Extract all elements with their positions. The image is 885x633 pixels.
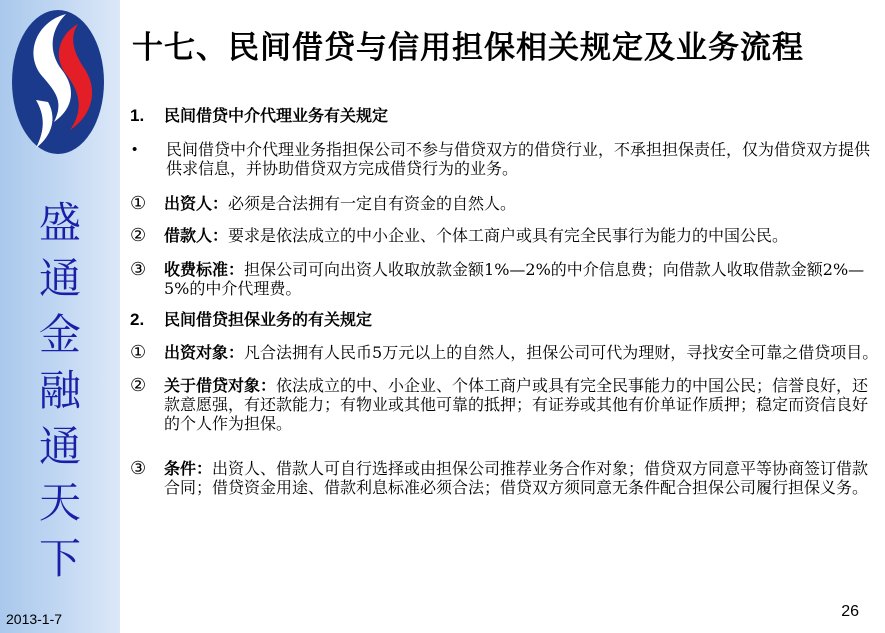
section-heading-2: [130, 310, 880, 329]
item-label: 出资人：: [164, 194, 229, 213]
numbered-item: [130, 459, 880, 497]
heading-number: 2.: [130, 310, 145, 329]
item-label: 出资对象：: [164, 343, 245, 362]
heading-number: 1.: [130, 106, 145, 125]
heading-text: 民间借贷担保业务的有关规定: [164, 310, 373, 329]
circled-number: ③: [130, 259, 147, 280]
sidebar: [0, 0, 120, 633]
bullet-marker: •: [132, 141, 138, 158]
item-text: 凡合法拥有人民币5万元以上的自然人，担保公司可代为理财，寻找安全可靠之借贷项目。: [244, 343, 879, 362]
slogan-char: 盛: [38, 198, 81, 247]
slogan-char: 天: [38, 478, 81, 527]
circled-number: ①: [130, 342, 147, 363]
numbered-item: [130, 226, 880, 245]
slide-date: 2013-1-7: [6, 611, 63, 627]
item-text: 依法成立的中、小企业、个体工商户或具有完全民事能力的中国公民；信誉良好，还款意愿强，有还款能力；有物业或其他可靠的抵押；有证券或其他有价单证作质押；稳定而资信良好的个人作为担保。: [164, 376, 869, 433]
numbered-item: [130, 260, 880, 298]
company-logo: [6, 4, 114, 164]
item-text: 要求是依法成立的中小企业、个体工商户或具有完全民事行为能力的中国公民。: [228, 226, 789, 245]
circled-number: ①: [130, 193, 147, 214]
heading-text: 民间借贷中介代理业务有关规定: [164, 106, 389, 125]
numbered-item: [130, 376, 880, 433]
slide-content: [130, 106, 880, 497]
item-text: 必须是合法拥有一定自有资金的自然人。: [228, 194, 517, 213]
item-label: 借款人：: [164, 226, 229, 245]
page-number: 26: [841, 603, 859, 620]
slogan: [22, 195, 98, 587]
item-label: 条件：: [164, 459, 213, 478]
item-text: 出资人、借款人可自行选择或由担保公司推荐业务合作对象；借贷双方同意平等协商签订借款合同；借贷资金用途、借款利息标准必须合法；借贷双方须同意无条件配合担保公司履行担保义务。: [164, 459, 869, 497]
slogan-char: 通: [38, 422, 81, 471]
circled-number: ②: [130, 225, 147, 246]
item-label: 收费标准：: [164, 260, 245, 279]
slogan-char: 通: [38, 254, 81, 303]
circled-number: ③: [130, 458, 147, 479]
section-heading-1: [130, 106, 880, 125]
slogan-char: 融: [38, 366, 81, 415]
item-text: 担保公司可向出资人收取放款金额1%—2%的中介信息费；向借款人收取借款金额2%—5%的中介代理费。: [164, 260, 865, 298]
slogan-char: 金: [38, 310, 81, 359]
slide-title: 十七、民间借贷与信用担保相关规定及业务流程: [132, 30, 804, 66]
numbered-item: [130, 194, 880, 213]
item-label: 关于借贷对象：: [164, 376, 277, 395]
slogan-char: 下: [38, 534, 81, 583]
circled-number: ②: [130, 375, 147, 396]
bullet-text: 民间借贷中介代理业务指担保公司不参与借贷双方的借贷行业，不承担担保责任，仅为借贷双方提供供求信息，并协助借贷双方完成借贷行为的业务。: [166, 140, 871, 178]
numbered-item: [130, 343, 880, 362]
bullet-item: [130, 140, 880, 178]
